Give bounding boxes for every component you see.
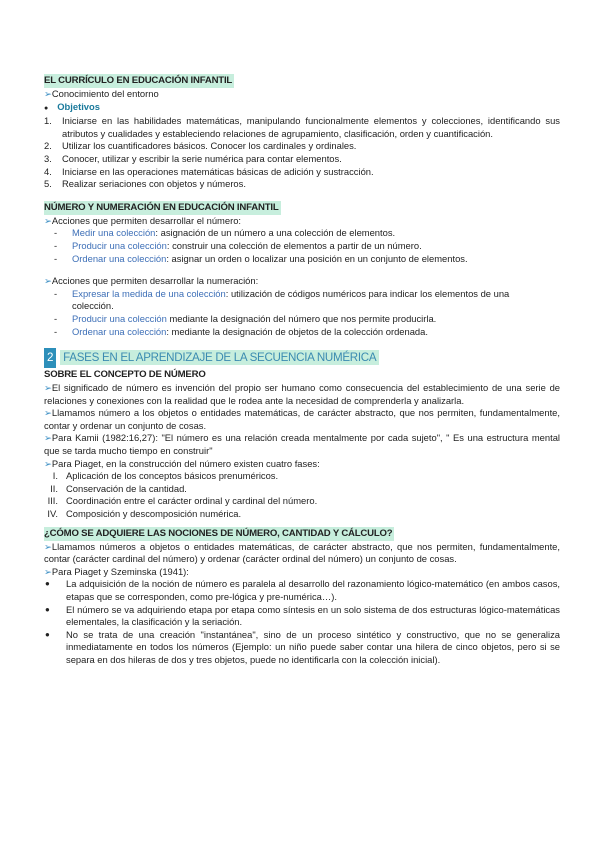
section-title-curriculo: EL CURRÍCULO EN EDUCACIÓN INFANTIL	[44, 75, 233, 86]
arrow-icon: ➢	[44, 432, 52, 444]
list-item: III. Coordinación entre el carácter ordinal y cardinal del número.	[47, 495, 318, 507]
section-title-nociones: ¿CÓMO SE ADQUIERE LAS NOCIONES DE NÚMERO, CANTIDAD Y CÁLCULO?	[44, 527, 393, 539]
piaget-bullets	[44, 578, 560, 666]
arrow-icon: ➢	[44, 407, 52, 419]
acciones-numeracion-list	[44, 288, 560, 338]
objetivos-heading: ● Objetivos	[44, 100, 100, 112]
paragraph: ➢El significado de número es invención del propio ser humano como consecuencia del establecimiento de una serie de relaciones y conexiones con la realidad que le rodea ante la necesidad de comprenderla y analizarla.	[44, 382, 560, 406]
paragraph: ➢Para Kamii (1982:16,27): "El número es una relación creada mentalmente por cada sujeto", " Es una estructura mental que se tarda mucho tiempo en construir"	[44, 432, 560, 457]
fases-list	[44, 470, 560, 520]
bullet-icon: ●	[45, 629, 50, 639]
list-item: II. Conservación de la cantidad.	[50, 482, 187, 494]
section-number: 2	[44, 348, 56, 368]
list-item: - Medir una colección: asignación de un número a una colección de elementos.	[54, 227, 396, 239]
list-item: - Producir una colección: construir una colección de elementos a partir de un número.	[54, 239, 422, 251]
list-item: - Producir una colección mediante la designación del número que nos permite producirla.	[54, 312, 437, 324]
conocimiento-line: ➢Conocimiento del entorno	[44, 88, 159, 99]
arrow-icon: ➢	[44, 457, 52, 469]
section-fases	[44, 348, 560, 521]
paragraph: ➢Para Piaget, en la construcción del número existen cuatro fases:	[44, 457, 320, 469]
section-title-numero: NÚMERO Y NUMERACIÓN EN EDUCACIÓN INFANTIL	[44, 201, 279, 213]
paragraph: ➢Llamamos número a los objetos o entidades matemáticas, de carácter abstracto, que nos permiten, fundamentalmente, contar y ordenar un conjunto de cosas.	[44, 407, 560, 431]
list-item: 2. Utilizar los cuantificadores básicos. Conocer los cardinales y ordinales.	[44, 140, 357, 152]
list-item: 1. Iniciarse en las habilidades matemáticas, manipulando funcionalmente elementos y colecciones, identificando sus atributos y cualidades y estableciendo relaciones de agrupamiento, clasificación, orden y cuantificación.	[44, 115, 560, 139]
subtitle-concepto: SOBRE EL CONCEPTO DE NÚMERO	[44, 369, 206, 381]
list-item: IV. Composición y descomposición numérica.	[47, 508, 242, 520]
arrow-icon: ➢	[44, 565, 52, 577]
arrow-icon: ➢	[44, 275, 52, 287]
bullet-icon: ●	[44, 104, 49, 112]
arrow-icon: ➢	[44, 214, 52, 226]
list-item: 3. Conocer, utilizar y escribir la serie numérica para contar elementos.	[44, 152, 342, 164]
paragraph: ➢Para Piaget y Szeminska (1941):	[44, 565, 189, 577]
list-item: - Expresar la medida de una colección: utilización de códigos numéricos para indicar los elementos de una colección.	[54, 287, 510, 312]
list-item: ● No se trata de una creación "instantánea", sino de un proceso sintético y constructivo, que no se generaliza inmediatamente en todos los números (Ejemplo: un niño puede saber contar una hilera de cinco objetos, pero si se separa en dos hileras de dos y tres objetos, puede no identificarla con la colección inicial).	[45, 628, 560, 665]
list-item: 5. Realizar seriaciones con objetos y números.	[44, 178, 246, 190]
list-item: - Ordenar una colección: mediante la designación de objetos de la colección ordenada.	[54, 325, 428, 337]
arrow-icon: ➢	[44, 382, 52, 394]
intro-numero: ➢Acciones que permiten desarrollar el número:	[44, 214, 242, 226]
list-item: ● El número se va adquiriendo etapa por etapa como síntesis en un solo sistema de dos estructuras lógico-matemáticas elementales, la clasificación y la seriación.	[45, 603, 560, 628]
arrow-icon: ➢	[44, 88, 52, 99]
section-nociones	[44, 527, 560, 667]
section-heading-fases: 2 FASES EN EL APRENDIZAJE DE LA SECUENCIA NUMÉRICA	[44, 348, 379, 368]
objetivos-list	[44, 115, 560, 191]
arrow-icon: ➢	[44, 540, 52, 552]
paragraph: ➢Llamamos números a objetos o entidades matemáticas, de carácter abstracto, que nos permiten, fundamentalmente, contar (carácter cardinal del número) y ordenar (carácter ordinal del número) un conjunto de cosas.	[44, 540, 560, 565]
bullet-icon: ●	[45, 579, 50, 589]
section-numero-numeracion	[44, 201, 560, 338]
list-item: 4. Iniciarse en las operaciones matemáticas básicas de adición y sustracción.	[44, 165, 374, 177]
intro-numeracion: ➢Acciones que permiten desarrollar la numeración:	[44, 275, 259, 287]
list-item: - Ordenar una colección: asignar un orden o localizar una posición en un conjunto de elementos.	[54, 252, 468, 264]
section-curriculo	[44, 74, 560, 191]
bullet-icon: ●	[45, 604, 50, 614]
document-page	[44, 74, 560, 667]
list-item: ● La adquisición de la noción de número es paralela al desarrollo del razonamiento lógico-matemático (en ambos casos, etapas que se corresponden, como pre-lógica y pre-numérica…).	[45, 578, 560, 602]
list-item: I. Aplicación de los conceptos básicos prenuméricos.	[52, 470, 279, 482]
acciones-numero-list	[44, 227, 560, 265]
